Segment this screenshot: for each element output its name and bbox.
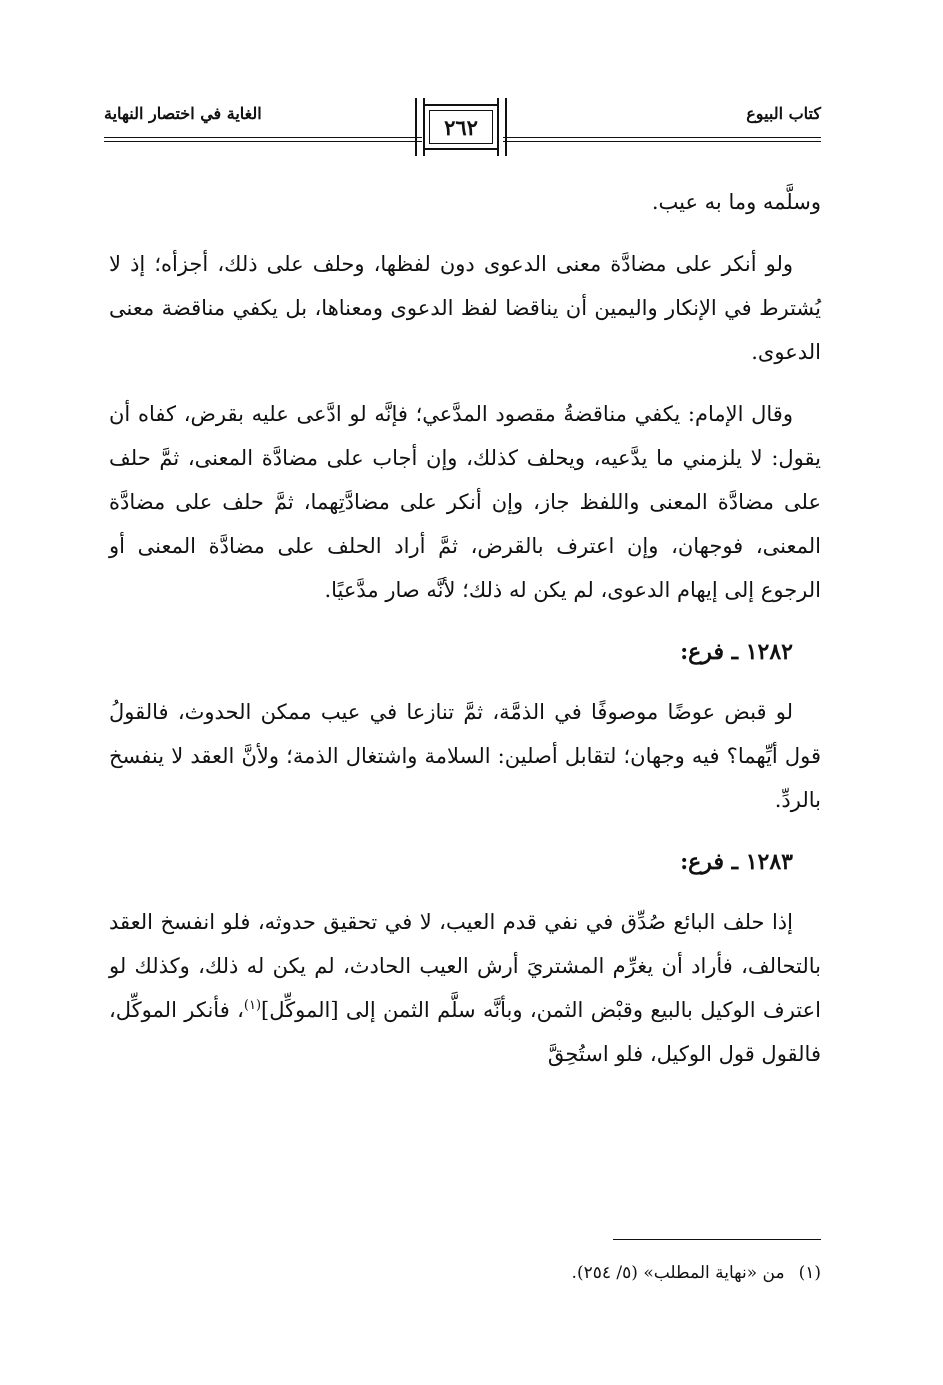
footnote-text: من «نهاية المطلب» (٥/ ٢٥٤).: [571, 1263, 785, 1283]
main-text: [109, 180, 821, 1094]
chapter-title: كتاب البيوع: [746, 104, 821, 123]
paragraph: وقال الإمام: يكفي مناقضةُ مقصود المدَّعي؛ فإنَّه لو ادَّعى عليه بقرض، كفاه أن يقول: لا يلزمني ما يدَّعيه، ويحلف كذلك، وإن أجاب على مضادَّة المعنى، ثمَّ حلف على مضادَّة المعنى واللفظ جاز، وإن أنكر على مضادَّتِهما، ثمَّ حلف على مضادَّة المعنى، فوجهان، وإن اعترف بالقرض، ثمَّ أراد الحلف على مضادَّة المعنى أو الرجوع إلى إيهام الدعوى، لم يكن له ذلك؛ لأنَّه صار مدَّعيًا.: [109, 402, 821, 602]
section-heading: ١٢٨٢ ـ فرع:: [680, 639, 793, 665]
paragraph: [109, 900, 821, 1076]
paragraph-text: ، فأنكر الموكِّل، فالقول قول الوكيل، فلو استُحِقَّ: [109, 998, 821, 1066]
footnote-separator: [613, 1239, 821, 1240]
header-rule-right-thin: [503, 141, 821, 142]
section-heading: ١٢٨٣ ـ فرع:: [680, 849, 793, 875]
paragraph: لو قبض عوضًا موصوفًا في الذمَّة، ثمَّ تنازعا في عيب ممكن الحدوث، فالقولُ قول أيِّهما؟ فيه وجهان؛ لتقابل أصلين: السلامة واشتغال الذمة؛ ولأنَّ العقد لا ينفسخ بالردِّ.: [109, 700, 821, 812]
page-number-frame: [415, 96, 507, 158]
header-rule-left-thin: [104, 141, 422, 142]
paragraph: ولو أنكر على مضادَّة معنى الدعوى دون لفظها، وحلف على ذلك، أجزأه؛ إذ لا يُشترط في الإنكار واليمين أن يناقضا لفظ الدعوى ومعناها، بل يكفي مناقضة معنى الدعوى.: [109, 252, 821, 364]
book-title: الغاية في اختصار النهاية: [104, 104, 262, 123]
header-rule-left: [104, 137, 422, 138]
paragraph-continuation: وسلَّمه وما به عيب.: [651, 190, 821, 214]
footnote: [109, 1260, 821, 1286]
paragraph-text: إذا حلف البائع صُدِّق في نفي قدم العيب، لا في تحقيق حدوثه، فلو انفسخ العقد بالتحالف، فأراد أن يغرِّم المشتريَ أرش العيب الحادث، لم يكن له ذلك، وكذلك لو اعترف الوكيل بالبيع وقبْض الثمن، وبأنَّه سلَّم الثمن إلى [الموكِّل]: [109, 910, 821, 1022]
page-number: ٢٦٢: [444, 114, 478, 140]
footnote-reference[interactable]: (١): [243, 998, 262, 1013]
footnote-number: (١): [798, 1263, 821, 1283]
header-rule-right: [503, 137, 821, 138]
